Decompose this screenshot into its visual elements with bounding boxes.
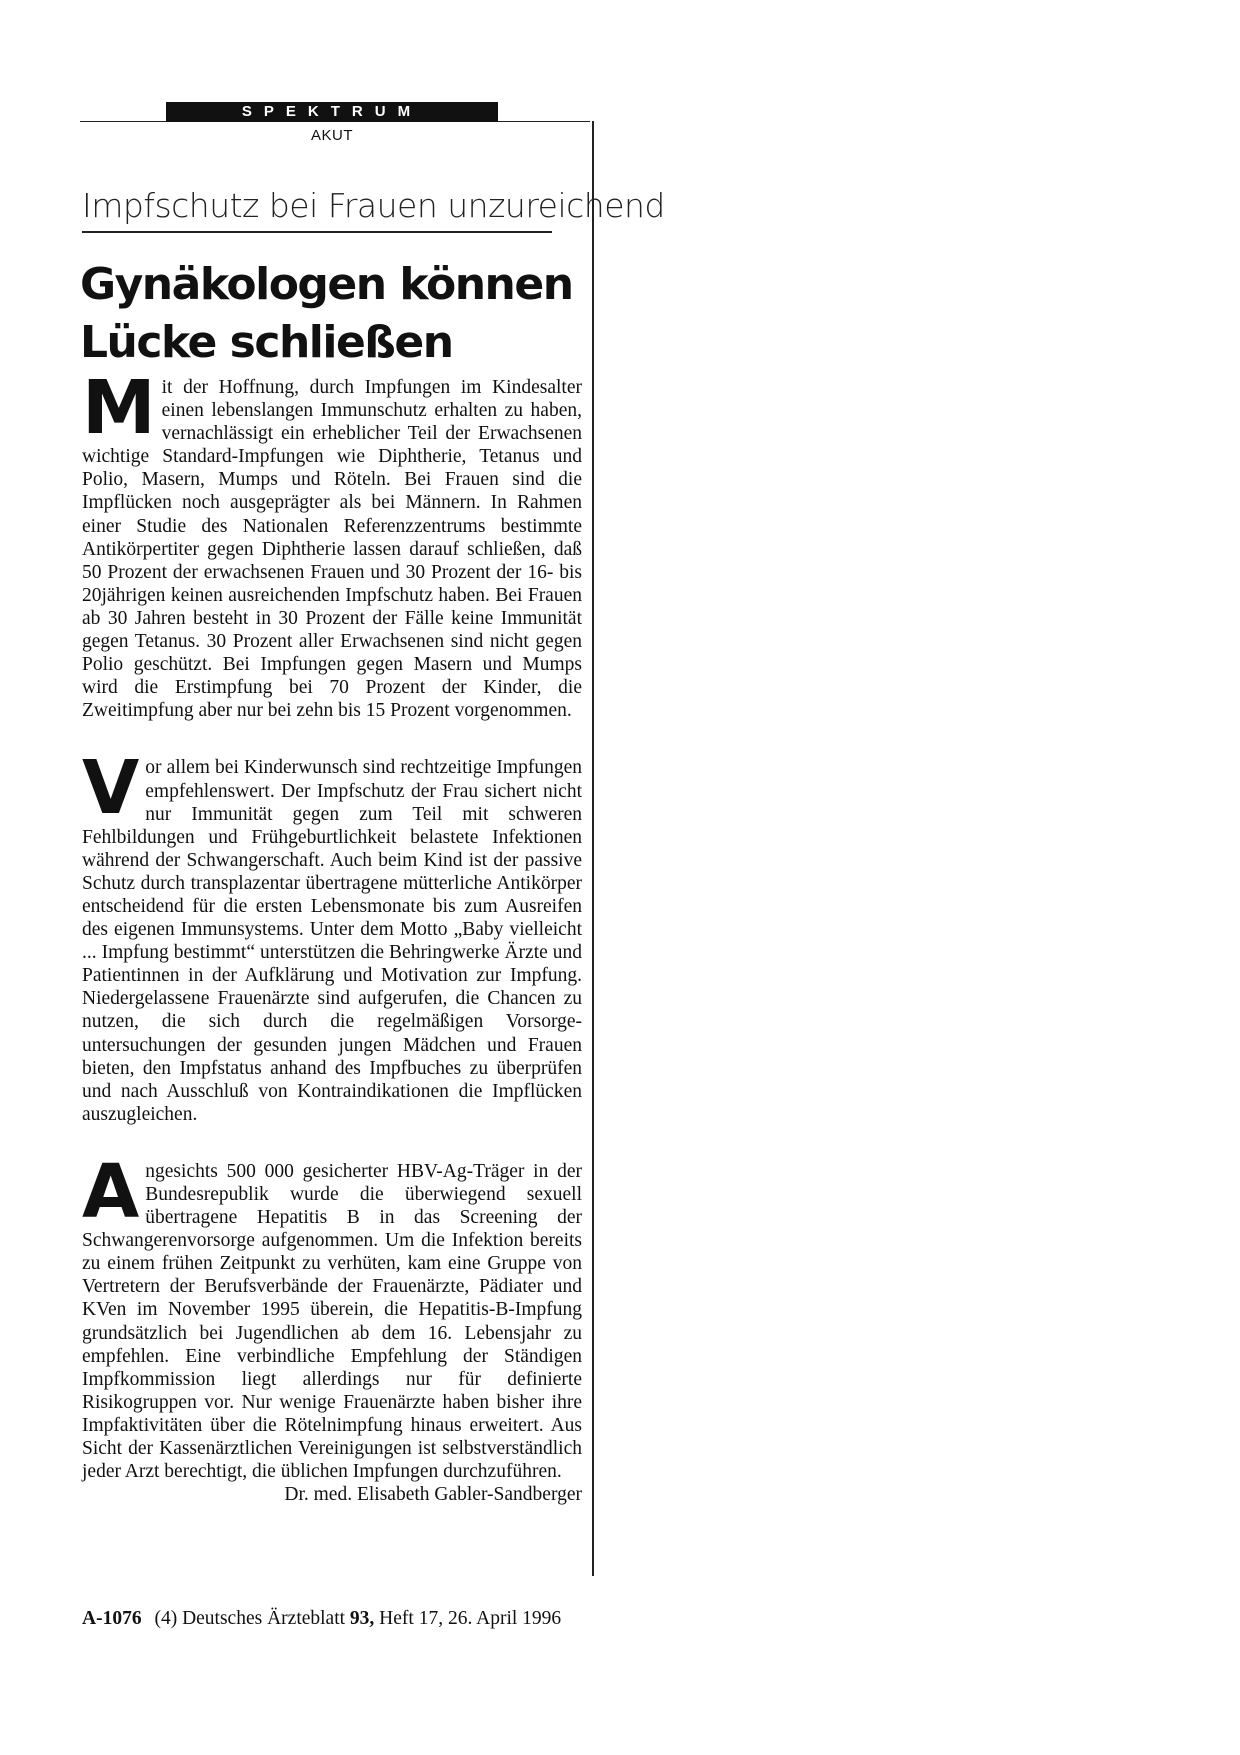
article-paragraph: [82, 365, 582, 722]
drop-cap: V: [82, 745, 140, 832]
article-paragraph: [82, 1148, 582, 1506]
issue-prefix: (4) Deutsches Ärzteblatt: [154, 1608, 346, 1629]
kicker-underline: [82, 231, 552, 233]
drop-cap: A: [82, 1148, 140, 1235]
article-body: [82, 365, 582, 1517]
issue-volume: 93,: [349, 1608, 375, 1629]
subsection-label: AKUT: [310, 127, 353, 144]
page-code: A-1076: [82, 1608, 142, 1629]
article-headline: Gynäkologen können Lücke schließen: [80, 259, 573, 368]
article-paragraph: [82, 745, 582, 1126]
page-footer: [82, 1608, 582, 1630]
paragraph-text: it der Hoffnung, durch Impfungen im Kindesalter einen lebenslangen Immunschutz erhalten zu haben, vernachlässigt ein erheblicher Teil der Erwachsenen wichtige Standard-Impfungen wie Diphtherie, Tetanus und Polio, Masern, Mumps und Röteln. Bei Frauen sind die Impflücken noch ausgeprägter als bei Männern. In Rahmen einer Studie des Nationalen Referenzzentrums bestimmte Antikörpertiter gegen Diphtherie lassen darauf schließen, daß 50 Prozent der erwachsenen Frauen und 30 Prozent der 16- bis 20jährigen keinen ausreichenden Impfschutz haben. Bei Frauen ab 30 Jahren besteht in 30 Prozent der Fälle keine Immunität gegen Tetanus. 30 Prozent aller Erwachsenen sind nicht gegen Polio geschützt. Bei Impfungen gegen Masern und Mumps wird die Erstimpfung bei 70 Prozent der Kinder, die Zweitimpfung aber nur bei zehn bis 15 Prozent vorgenommen.: [82, 377, 582, 722]
section-label: SPEKTRUM: [166, 102, 498, 122]
paragraph-text: or allem bei Kinderwunsch sind rechtzeitige Impfungen empfehlenswert. Der Impfschutz der Frau sichert nicht nur Immunität gegen zum Teil mit schweren Fehlbildungen und Frühgeburtlichkeit belastete Infektionen während der Schwangerschaft. Auch beim Kind ist der passive Schutz durch transplazentar übertragene mütterliche Antikörper entscheidend für die ersten Lebensmonate bis zum Ausreifen des eigenen Immunsystems. Unter dem Motto „Baby vielleicht ... Impfung bestimmt“ unterstützen die Behringwerke Ärzte und Patientinnen in der Aufklärung und Motivation zur Impfung. Niedergelassene Frauenärzte sind aufgerufen, die Chancen zu nutzen, die sich durch die regelmäßigen Vorsorgeuntersuchungen der gesunden jungen Mädchen und Frauen bieten, den Impfstatus anhand des Impfbuches zu überprüfen und nach Ausschluß von Kontraindikationen die Impflücken auszugleichen.: [82, 757, 582, 1125]
drop-cap: M: [82, 365, 156, 451]
paragraph-text: ngesichts 500 000 gesicherter HBV-Ag-Träger in der Bundesrepublik wurde die überwiegend sexuell übertragene Hepatitis B in das Screening der Schwangerenvorsorge aufgenommen. Um die Infektion bereits zu einem frühen Zeitpunkt zu verhüten, kam eine Gruppe von Vertretern der Berufsverbände der Frauenärzte, Pädiater und KVen im November 1995 überein, die Hepatitis-B-Impfung grundsätzlich bei Jugendlichen ab dem 16. Lebensjahr zu empfehlen. Eine verbindliche Empfehlung der Ständigen Impfkommission liegt allerdings nur für definierte Risikogruppen vor. Nur wenige Frauenärzte haben bisher ihre Impfaktivitäten über die Rötelnimpfung hinaus erweitert. Aus Sicht der Kassenärztlichen Vereinigungen ist selbstverständlich jeder Arzt berechtigt, die üblichen Impfungen durchzuführen.: [82, 1160, 582, 1483]
article-kicker: Impfschutz bei Frauen unzureichend: [82, 186, 665, 225]
issue-details: Heft 17, 26. April 1996: [379, 1608, 562, 1629]
article-author: Dr. med. Elisabeth Gabler-Sandberger: [284, 1484, 582, 1506]
